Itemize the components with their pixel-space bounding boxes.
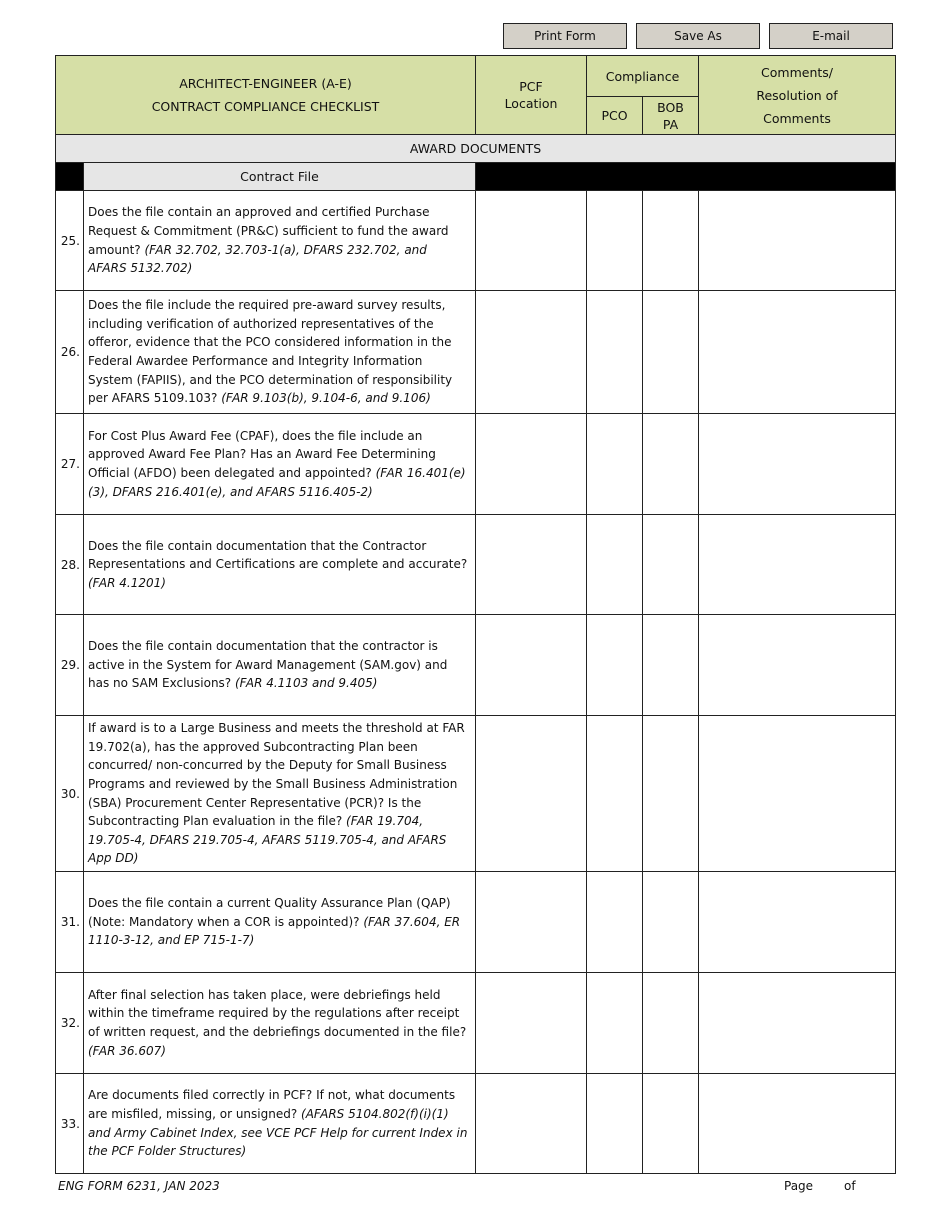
pcf-location-field[interactable] [476,716,587,872]
bob-pa-field[interactable] [643,973,699,1074]
bob-pa-field[interactable] [643,291,699,414]
question-citation: (FAR 9.103(b), 9.104-6, and 9.106) [221,391,431,406]
item-number: 30. [56,716,84,872]
pcf-location-field[interactable] [476,414,587,515]
item-question [84,872,476,973]
table-row [56,515,896,615]
question-text: Does the file contain a current Quality Assurance Plan (QAP) (Note: Mandatory when a COR is appointed)? [88,896,451,929]
comments-field[interactable] [699,291,896,414]
item-question [84,615,476,716]
pco-field[interactable] [587,872,643,973]
subsection-bar [476,163,896,191]
bob-pa-field[interactable] [643,615,699,716]
bob-pa-field[interactable] [643,414,699,515]
item-number: 33. [56,1074,84,1174]
comments-field[interactable] [699,615,896,716]
comments-field[interactable] [699,973,896,1074]
question-citation: (FAR 36.607) [88,1043,166,1058]
pcf-location-field[interactable] [476,291,587,414]
bob-pa-field[interactable] [643,515,699,615]
bob-header-line1: BOB [657,99,684,115]
bob-pa-field[interactable] [643,1074,699,1174]
save-as-button[interactable]: Save As [636,23,760,49]
item-number: 32. [56,973,84,1074]
pcf-header-line1: PCF [519,79,543,94]
question-text: Are documents filed correctly in PCF? If not, what documents are misfiled, missing, or unsigned? [88,1088,456,1121]
form-identifier: ENG FORM 6231, JAN 2023 [58,1179,220,1193]
pco-header: PCO [587,97,643,135]
pcf-location-field[interactable] [476,615,587,716]
item-number: 29. [56,615,84,716]
item-number: 28. [56,515,84,615]
item-number: 27. [56,414,84,515]
pcf-location-field[interactable] [476,191,587,291]
question-citation: (FAR 16.401(e)(3), DFARS 216.401(e), and AFARS 5116.405-2) [88,466,466,499]
comments-header-line3: Comments [763,110,831,126]
of-label: of [844,1179,856,1193]
form-title-line2: CONTRACT COMPLIANCE CHECKLIST [151,99,380,114]
item-question [84,291,476,414]
comments-field[interactable] [699,515,896,615]
table-row [56,973,896,1074]
item-question [84,716,476,872]
comments-header-line2: Resolution of [756,87,838,103]
pcf-location-field[interactable] [476,1074,587,1174]
question-citation: (AFARS 5104.802(f)(i)(1) and Army Cabinet Index, see VCE PCF Help for current Index in the PCF Folder Structures) [88,1106,468,1159]
item-question [84,414,476,515]
subsection-marker [56,163,84,191]
comments-header-line1: Comments/ [761,64,833,80]
table-row [56,615,896,716]
page-label: Page [784,1179,814,1193]
email-button[interactable]: E-mail [769,23,893,49]
pcf-location-field[interactable] [476,515,587,615]
question-text: After final selection has taken place, were debriefings held within the timeframe required by the regulations after receipt of written request, and the debriefings documented in the file? [88,987,467,1039]
form-title-line1: ARCHITECT-ENGINEER (A-E) [179,76,352,91]
item-number: 26. [56,291,84,414]
item-question [84,1074,476,1174]
question-text: Does the file contain documentation that the contractor is active in the System for Award Management (SAM.gov) and has no SAM Exclusions? [88,639,448,691]
pcf-location-field[interactable] [476,973,587,1074]
pcf-header-line2: Location [504,96,558,111]
table-row [56,1074,896,1174]
pco-field[interactable] [587,615,643,716]
item-number: 25. [56,191,84,291]
form-title [56,56,476,135]
compliance-header: Compliance [587,56,699,97]
pco-field[interactable] [587,515,643,615]
question-text: For Cost Plus Award Fee (CPAF), does the file include an approved Award Fee Plan? Has an Award Fee Determining Official (AFDO) been delegated and appointed? [88,428,436,480]
bob-pa-header [643,97,699,135]
pco-field[interactable] [587,414,643,515]
comments-field[interactable] [699,1074,896,1174]
bob-pa-field[interactable] [643,716,699,872]
comments-field[interactable] [699,716,896,872]
question-citation: (FAR 19.704, 19.705-4, DFARS 219.705-4, AFARS 5119.705-4, and AFARS App DD) [88,814,447,866]
question-text: Does the file include the required pre-award survey results, including verification of authorized representatives of the offeror, evidence that the PCO considered information in the Federal Awardee Performance and Integrity Information System (FAPIIS), and the PCO determination of responsibility per AFARS 5109.103? [88,298,453,406]
question-citation: (FAR 32.702, 32.703-1(a), DFARS 232.702, and AFARS 5132.702) [88,242,427,276]
question-text: If award is to a Large Business and meets the threshold at FAR 19.702(a), has the approved Subcontracting Plan been concurred/ non-concurred by the Deputy for Small Business Programs and reviewed by the Small Business Administration (SBA) Procurement Center Representative (PCR)? Is the Subcontracting Plan evaluation in the file? [88,721,465,829]
question-text: Does the file contain an approved and certified Purchase Request & Commitment (PR&C) sufficient to fund the award amount? [88,205,449,257]
pco-field[interactable] [587,191,643,291]
table-row [56,872,896,973]
comments-header [699,56,896,135]
pco-field[interactable] [587,973,643,1074]
question-text: Does the file contain documentation that the Contractor Representations and Certifications are complete and accurate? [88,538,468,572]
item-question [84,191,476,291]
section-award-documents: AWARD DOCUMENTS [56,135,896,163]
item-question [84,515,476,615]
table-row [56,716,896,872]
bob-pa-field[interactable] [643,872,699,973]
question-citation: (FAR 37.604, ER 1110-3-12, and EP 715-1-7) [88,914,461,948]
table-row [56,191,896,291]
comments-field[interactable] [699,414,896,515]
comments-field[interactable] [699,191,896,291]
bob-pa-field[interactable] [643,191,699,291]
pcf-location-field[interactable] [476,872,587,973]
question-citation: (FAR 4.1201) [88,575,166,590]
print-form-button[interactable]: Print Form [503,23,627,49]
bob-header-line2: PA [662,116,679,132]
table-row [56,414,896,515]
pco-field[interactable] [587,716,643,872]
checklist-table [55,55,896,1174]
comments-field[interactable] [699,872,896,973]
pco-field[interactable] [587,291,643,414]
table-row [56,291,896,414]
item-number: 31. [56,872,84,973]
pco-field[interactable] [587,1074,643,1174]
subsection-contract-file: Contract File [84,163,476,191]
question-citation: (FAR 4.1103 and 9.405) [234,676,378,691]
item-question [84,973,476,1074]
pcf-location-header [476,56,587,135]
